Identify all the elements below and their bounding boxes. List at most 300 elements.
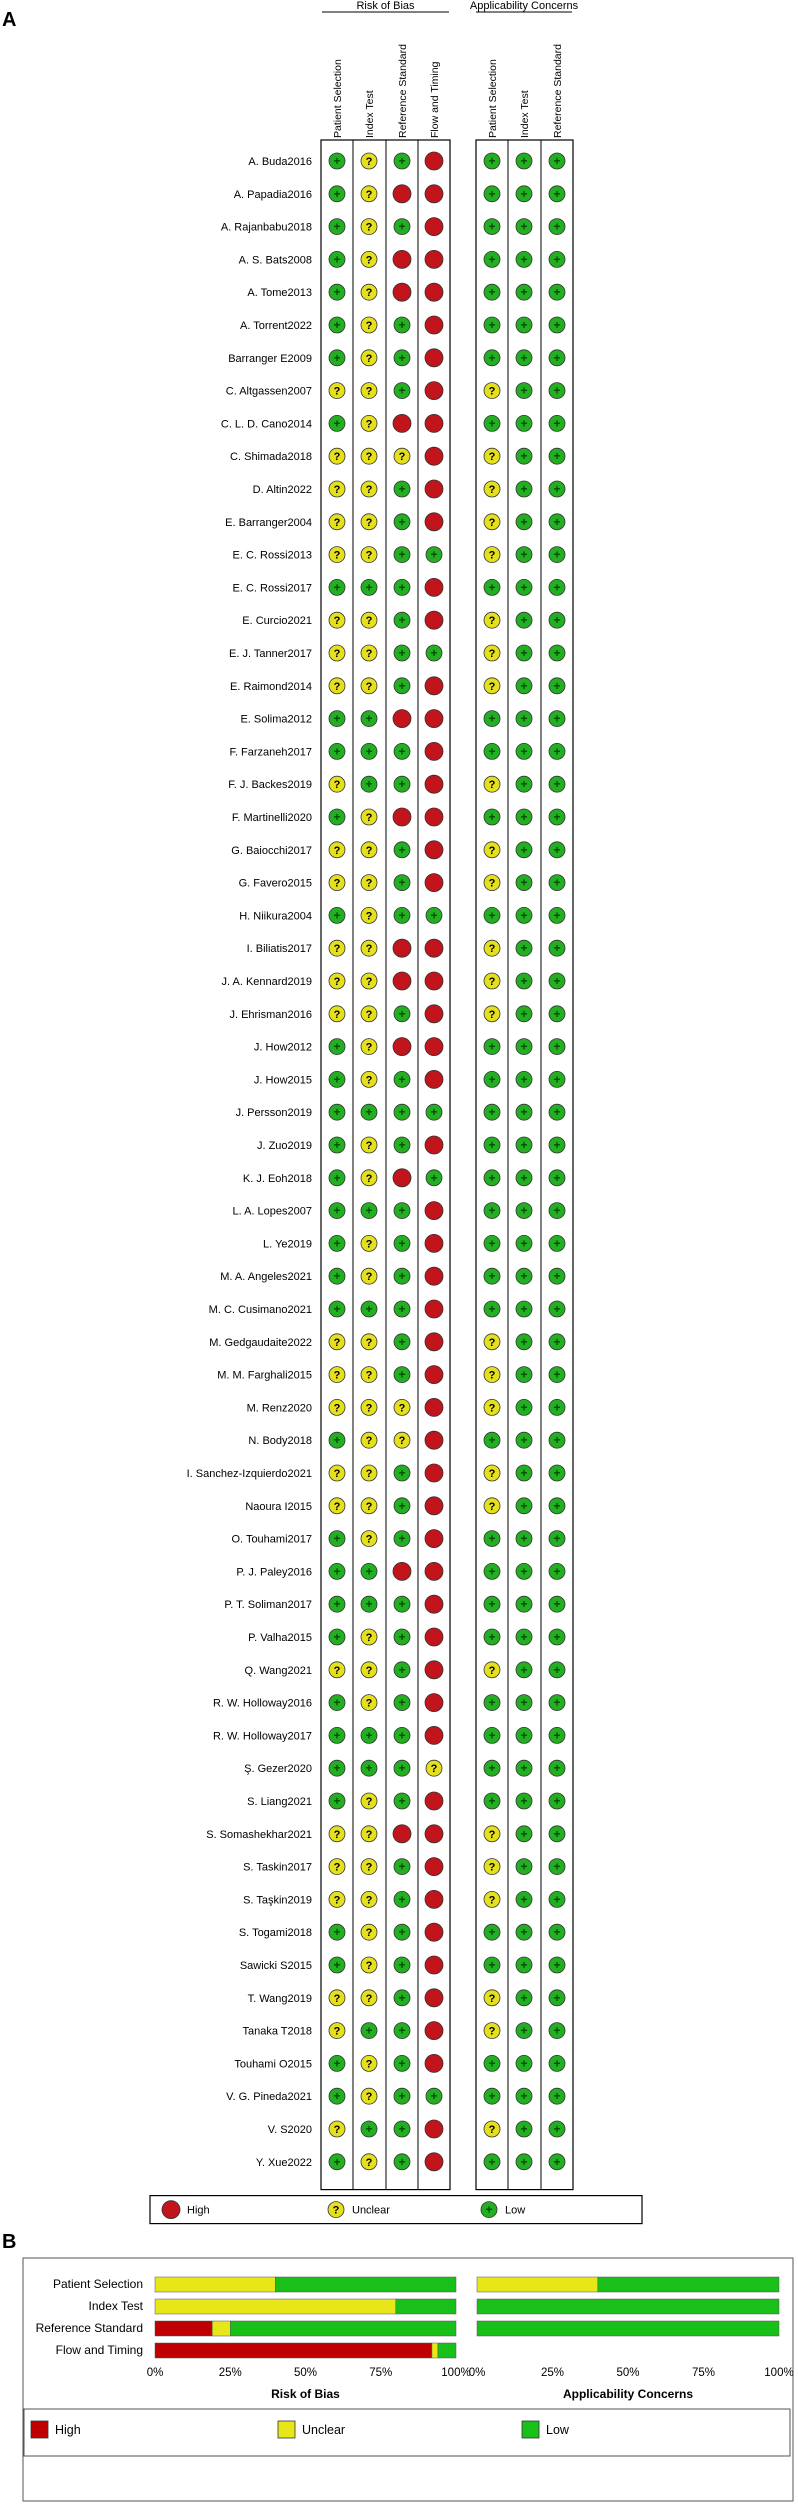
- rob-mark-patient-selection-low: [329, 1531, 345, 1547]
- study-row-barranger-e2009: [228, 349, 565, 367]
- svg-text:+: +: [553, 1695, 561, 1710]
- svg-text:+: +: [398, 875, 406, 890]
- rob-mark-flow-and-timing-high: [425, 972, 443, 990]
- study-name: I. Biliatis2017: [246, 943, 312, 956]
- ac-mark-patient-selection-unclear: [484, 1399, 500, 1415]
- rob-mark-patient-selection-low: [329, 1071, 345, 1087]
- rob-mark-index-test-low: [361, 2023, 377, 2039]
- svg-text:?: ?: [488, 385, 496, 398]
- rob-mark-patient-selection-unclear: [329, 481, 345, 497]
- svg-text:?: ?: [488, 1664, 496, 1677]
- rob-mark-reference-standard-low: [394, 842, 410, 858]
- ac-mark-patient-selection-low: [484, 2055, 500, 2071]
- svg-text:+: +: [488, 1302, 496, 1316]
- svg-text:+: +: [398, 613, 406, 628]
- svg-text:+: +: [553, 1006, 561, 1021]
- svg-text:?: ?: [488, 877, 496, 890]
- bar-flow-and-timing-low: [438, 2343, 456, 2358]
- rob-mark-flow-and-timing-high: [425, 1300, 443, 1318]
- ac-mark-patient-selection-low: [484, 219, 500, 235]
- rob-mark-reference-standard-low: [394, 907, 410, 923]
- svg-text:+: +: [520, 1925, 528, 1940]
- svg-text:?: ?: [365, 844, 373, 857]
- panel-b-frame: [23, 2258, 793, 2501]
- rob-mark-flow-and-timing-high: [425, 1038, 443, 1056]
- svg-text:?: ?: [365, 352, 373, 365]
- rob-mark-index-test-unclear: [361, 973, 377, 989]
- svg-text:+: +: [520, 1400, 528, 1415]
- svg-text:+: +: [333, 318, 341, 332]
- ac-mark-reference-standard-low: [549, 1990, 565, 2006]
- svg-text:+: +: [398, 1990, 406, 2005]
- svg-text:+: +: [488, 580, 496, 595]
- bar-panel-risk-of-bias: [147, 2277, 471, 2401]
- svg-text:+: +: [520, 2056, 528, 2071]
- ac-mark-reference-standard-low: [549, 1432, 565, 1448]
- rob-mark-index-test-low: [361, 1596, 377, 1612]
- svg-text:+: +: [398, 1072, 406, 1087]
- rob-mark-reference-standard-high: [393, 808, 411, 826]
- study-name: P. T. Soliman2017: [224, 1599, 312, 1612]
- svg-text:+: +: [488, 1170, 496, 1185]
- rob-mark-flow-and-timing-high: [425, 1005, 443, 1023]
- rob-mark-flow-and-timing-low: [426, 2088, 442, 2104]
- svg-text:+: +: [553, 1105, 561, 1120]
- panel-b-legend-box: [24, 2409, 790, 2456]
- ac-mark-reference-standard-low: [549, 907, 565, 923]
- svg-text:?: ?: [333, 484, 341, 496]
- svg-text:?: ?: [365, 320, 373, 332]
- svg-text:?: ?: [365, 1074, 373, 1087]
- svg-text:?: ?: [488, 680, 496, 693]
- rob-mark-patient-selection-unclear: [329, 2121, 345, 2137]
- svg-text:?: ?: [365, 976, 373, 988]
- study-name: Ş. Gezer2020: [244, 1763, 312, 1776]
- rob-mark-flow-and-timing-high: [425, 578, 443, 596]
- rob-mark-index-test-unclear: [361, 1498, 377, 1514]
- study-name: E. Raimond2014: [230, 680, 312, 693]
- study-name: F. J. Backes2019: [228, 779, 312, 792]
- svg-text:+: +: [398, 678, 406, 693]
- svg-text:+: +: [398, 1695, 406, 1710]
- study-row-a-tome2013: [247, 283, 565, 301]
- ac-mark-reference-standard-low: [549, 1826, 565, 1842]
- rob-mark-reference-standard-low: [394, 514, 410, 530]
- rob-mark-patient-selection-unclear: [329, 2023, 345, 2039]
- svg-text:+: +: [398, 383, 406, 398]
- rob-mark-reference-standard-high: [393, 414, 411, 432]
- ac-mark-index-test-low: [516, 1170, 532, 1186]
- legend-swatch: [522, 2421, 539, 2438]
- svg-text:+: +: [553, 1236, 561, 1251]
- svg-text:+: +: [553, 744, 561, 759]
- rob-mark-flow-and-timing-low: [426, 547, 442, 563]
- svg-text:+: +: [365, 1564, 373, 1579]
- svg-text:?: ?: [488, 844, 496, 857]
- ac-mark-index-test-low: [516, 907, 532, 923]
- rob-mark-index-test-unclear: [361, 678, 377, 694]
- svg-text:+: +: [553, 1498, 561, 1513]
- ac-mark-index-test-low: [516, 350, 532, 366]
- rob-mark-patient-selection-unclear: [329, 973, 345, 989]
- ac-mark-reference-standard-low: [549, 776, 565, 792]
- rob-mark-index-test-low: [361, 1301, 377, 1317]
- rob-mark-patient-selection-low: [329, 1301, 345, 1317]
- rob-mark-patient-selection-low: [329, 1268, 345, 1284]
- svg-text:?: ?: [365, 188, 373, 201]
- rob-mark-flow-and-timing-high: [425, 939, 443, 957]
- rob-mark-reference-standard-low: [394, 1498, 410, 1514]
- study-row-gezer2020: [244, 1760, 565, 1776]
- svg-text:+: +: [553, 974, 561, 988]
- rob-mark-patient-selection-unclear: [329, 645, 345, 661]
- svg-text:+: +: [365, 1203, 373, 1218]
- rob-mark-patient-selection-unclear: [329, 514, 345, 530]
- legend-label: Low: [546, 2423, 569, 2437]
- ac-mark-reference-standard-low: [549, 875, 565, 891]
- svg-text:+: +: [553, 1630, 561, 1644]
- ac-mark-index-test-low: [516, 1793, 532, 1809]
- svg-text:?: ?: [333, 1336, 341, 1349]
- rob-mark-patient-selection-low: [329, 1924, 345, 1940]
- legend-item-unclear: [328, 2202, 390, 2218]
- svg-text:?: ?: [333, 2025, 341, 2038]
- svg-text:+: +: [520, 547, 528, 562]
- rob-mark-reference-standard-unclear: [394, 1399, 410, 1415]
- svg-text:+: +: [520, 842, 528, 857]
- svg-text:+: +: [398, 350, 406, 365]
- svg-text:?: ?: [333, 549, 341, 562]
- study-name: Barranger E2009: [228, 352, 312, 365]
- rob-mark-index-test-unclear: [361, 383, 377, 399]
- study-row-sawicki-s2015: [240, 1956, 565, 1974]
- svg-text:+: +: [520, 1039, 528, 1054]
- svg-text:+: +: [333, 1203, 341, 1218]
- ac-mark-reference-standard-low: [549, 284, 565, 300]
- ac-mark-index-test-low: [516, 186, 532, 202]
- svg-text:+: +: [520, 383, 528, 398]
- study-name: M. C. Cusimano2021: [208, 1304, 312, 1316]
- rob-mark-index-test-low: [361, 1104, 377, 1120]
- svg-text:+: +: [520, 2023, 528, 2038]
- svg-text:+: +: [553, 1597, 561, 1612]
- rob-mark-reference-standard-high: [393, 710, 411, 728]
- rob-mark-patient-selection-low: [329, 2154, 345, 2170]
- svg-text:+: +: [553, 1138, 561, 1152]
- svg-text:+: +: [430, 1105, 438, 1120]
- ac-mark-reference-standard-low: [549, 448, 565, 464]
- study-row-e-curcio2021: [242, 611, 565, 629]
- study-row-m-a-angeles2021: [220, 1267, 565, 1285]
- svg-text:+: +: [553, 383, 561, 398]
- rob-mark-patient-selection-unclear: [329, 1006, 345, 1022]
- svg-text:?: ?: [488, 1861, 496, 1874]
- svg-text:?: ?: [365, 1172, 373, 1185]
- study-row-e-c-rossi2013: [233, 547, 565, 563]
- rob-mark-patient-selection-unclear: [329, 1891, 345, 1907]
- rob-mark-reference-standard-high: [393, 1038, 411, 1056]
- svg-text:+: +: [553, 908, 561, 923]
- rob-mark-flow-and-timing-high: [425, 1464, 443, 1482]
- study-row-m-m-farghali2015: [217, 1366, 565, 1384]
- ac-mark-reference-standard-low: [549, 1563, 565, 1579]
- rob-mark-flow-and-timing-high: [425, 1956, 443, 1974]
- study-name: J. How2015: [253, 1074, 312, 1087]
- rob-mark-index-test-unclear: [361, 1071, 377, 1087]
- svg-text:+: +: [553, 1400, 561, 1415]
- svg-text:+: +: [365, 1302, 373, 1316]
- rob-mark-reference-standard-low: [394, 1924, 410, 1940]
- svg-text:+: +: [488, 2089, 496, 2104]
- svg-text:+: +: [488, 1958, 496, 1972]
- study-row-s-liang2021: [247, 1792, 565, 1810]
- rob-mark-index-test-unclear: [361, 645, 377, 661]
- rob-mark-reference-standard-high: [393, 1825, 411, 1843]
- svg-text:+: +: [553, 580, 561, 595]
- svg-text:?: ?: [398, 451, 406, 464]
- rob-mark-index-test-unclear: [361, 1235, 377, 1251]
- x-tick-label: 0%: [146, 2367, 164, 2379]
- ac-mark-patient-selection-low: [484, 1301, 500, 1317]
- svg-text:+: +: [430, 646, 438, 660]
- study-name: P. J. Paley2016: [236, 1566, 312, 1579]
- ac-mark-patient-selection-low: [484, 1170, 500, 1186]
- study-row-p-j-paley2016: [236, 1562, 565, 1580]
- ac-mark-patient-selection-low: [484, 1695, 500, 1711]
- svg-text:+: +: [520, 1695, 528, 1710]
- ac-mark-reference-standard-low: [549, 481, 565, 497]
- svg-text:+: +: [520, 646, 528, 660]
- risk-of-bias-graph: [23, 2258, 794, 2501]
- svg-text:?: ?: [365, 1140, 373, 1152]
- ac-mark-patient-selection-unclear: [484, 1891, 500, 1907]
- study-row-y-xue2022: [256, 2153, 565, 2171]
- rob-mark-patient-selection-low: [329, 711, 345, 727]
- svg-text:+: +: [520, 1662, 528, 1677]
- rob-mark-index-test-low: [361, 1563, 377, 1579]
- rob-mark-index-test-unclear: [361, 514, 377, 530]
- rob-mark-patient-selection-low: [329, 809, 345, 825]
- ac-mark-reference-standard-low: [549, 612, 565, 628]
- ac-mark-patient-selection-unclear: [484, 1498, 500, 1514]
- study-row-s-togami2018: [239, 1923, 565, 1941]
- svg-text:?: ?: [365, 1960, 373, 1972]
- study-row-l-ye2019: [263, 1234, 565, 1252]
- rob-mark-patient-selection-low: [329, 284, 345, 300]
- rob-mark-patient-selection-low: [329, 1760, 345, 1776]
- rob-mark-reference-standard-low: [394, 1531, 410, 1547]
- study-name: V. S2020: [267, 2124, 312, 2136]
- rob-mark-index-test-unclear: [361, 1170, 377, 1186]
- ac-mark-patient-selection-unclear: [484, 481, 500, 497]
- rob-mark-patient-selection-low: [329, 1235, 345, 1251]
- svg-text:+: +: [520, 613, 528, 628]
- x-tick-label: 100%: [764, 2367, 794, 2379]
- ac-mark-index-test-low: [516, 1924, 532, 1940]
- svg-text:?: ?: [488, 1369, 496, 1382]
- svg-text:+: +: [398, 1531, 406, 1546]
- svg-text:+: +: [333, 1072, 341, 1087]
- ac-mark-patient-selection-low: [484, 186, 500, 202]
- x-tick-label: 50%: [293, 2367, 318, 2379]
- rob-mark-flow-and-timing-high: [425, 513, 443, 531]
- rob-mark-flow-and-timing-high: [425, 2120, 443, 2138]
- study-name: A. Tome2013: [247, 287, 312, 300]
- ac-mark-reference-standard-low: [549, 809, 565, 825]
- rob-mark-index-test-low: [361, 711, 377, 727]
- svg-text:+: +: [398, 1728, 406, 1743]
- svg-text:+: +: [520, 1859, 528, 1874]
- ac-mark-patient-selection-low: [484, 2154, 500, 2170]
- ac-mark-index-test-low: [516, 2154, 532, 2170]
- rob-mark-patient-selection-unclear: [329, 842, 345, 858]
- svg-text:+: +: [333, 1794, 341, 1808]
- rob-mark-index-test-unclear: [361, 219, 377, 235]
- legend-swatch: [31, 2421, 48, 2438]
- study-row-g-favero2015: [239, 874, 565, 892]
- rob-mark-flow-and-timing-high: [425, 1070, 443, 1088]
- svg-text:?: ?: [365, 1238, 373, 1251]
- svg-text:+: +: [333, 1039, 341, 1054]
- ac-mark-index-test-low: [516, 1826, 532, 1842]
- svg-text:+: +: [333, 1433, 341, 1448]
- study-name: J. Ehrisman2016: [229, 1008, 312, 1021]
- svg-text:+: +: [333, 1925, 341, 1940]
- study-row-j-zuo2019: [257, 1136, 565, 1154]
- rob-mark-patient-selection-unclear: [329, 776, 345, 792]
- svg-text:+: +: [488, 1105, 496, 1120]
- rob-mark-patient-selection-low: [329, 1695, 345, 1711]
- svg-text:+: +: [520, 1761, 528, 1776]
- svg-text:+: +: [485, 2202, 493, 2217]
- rob-mark-flow-and-timing-high: [425, 1562, 443, 1580]
- rob-mark-patient-selection-low: [329, 1563, 345, 1579]
- svg-text:+: +: [520, 1269, 528, 1284]
- ac-mark-patient-selection-unclear: [484, 1826, 500, 1842]
- svg-text:?: ?: [488, 1402, 496, 1415]
- svg-text:+: +: [398, 482, 406, 496]
- svg-text:+: +: [553, 514, 561, 529]
- svg-text:?: ?: [398, 1402, 406, 1415]
- study-name: G. Favero2015: [238, 877, 312, 890]
- svg-text:+: +: [333, 1269, 341, 1284]
- svg-text:+: +: [365, 2023, 373, 2038]
- ac-mark-reference-standard-low: [549, 1891, 565, 1907]
- ac-mark-index-test-low: [516, 1531, 532, 1547]
- rob-mark-patient-selection-low: [329, 1957, 345, 1973]
- ac-mark-patient-selection-low: [484, 809, 500, 825]
- x-tick-label: 25%: [540, 2367, 565, 2379]
- bar-index-test-low: [396, 2299, 456, 2314]
- rob-mark-index-test-unclear: [361, 1137, 377, 1153]
- bar-reference-standard-low: [477, 2321, 779, 2336]
- study-name: I. Sanchez-Izquierdo2021: [186, 1468, 312, 1480]
- study-row-a-rajanbabu2018: [221, 218, 565, 236]
- study-row-q-wang2021: [245, 1661, 565, 1679]
- svg-text:?: ?: [333, 779, 341, 792]
- ac-mark-index-test-low: [516, 1990, 532, 2006]
- ac-mark-patient-selection-low: [484, 251, 500, 267]
- rob-mark-flow-and-timing-low: [426, 1104, 442, 1120]
- svg-text:?: ?: [488, 1500, 496, 1513]
- rob-mark-index-test-unclear: [361, 251, 377, 267]
- rob-mark-patient-selection-unclear: [329, 383, 345, 399]
- rob-mark-flow-and-timing-high: [425, 1366, 443, 1384]
- rob-mark-reference-standard-low: [394, 1859, 410, 1875]
- svg-text:?: ?: [365, 1796, 373, 1808]
- rob-mark-flow-and-timing-high: [425, 1694, 443, 1712]
- ac-mark-patient-selection-low: [484, 1039, 500, 1055]
- ac-mark-patient-selection-low: [484, 1531, 500, 1547]
- svg-text:+: +: [553, 1728, 561, 1743]
- rob-mark-flow-and-timing-high: [425, 414, 443, 432]
- svg-text:?: ?: [488, 1008, 496, 1021]
- svg-text:?: ?: [365, 1468, 373, 1480]
- rob-mark-patient-selection-low: [329, 2055, 345, 2071]
- ac-mark-reference-standard-low: [549, 547, 565, 563]
- rob-mark-index-test-unclear: [361, 1432, 377, 1448]
- svg-text:+: +: [398, 1105, 406, 1120]
- study-name: S. Taskin2017: [243, 1861, 312, 1874]
- svg-text:?: ?: [365, 1828, 373, 1841]
- svg-text:+: +: [553, 1269, 561, 1284]
- study-name: R. W. Holloway2017: [212, 1730, 312, 1743]
- svg-text:?: ?: [365, 1008, 373, 1021]
- svg-text:+: +: [553, 547, 561, 562]
- rob-mark-index-test-unclear: [361, 1793, 377, 1809]
- svg-text:+: +: [430, 547, 438, 562]
- ac-mark-reference-standard-low: [549, 1235, 565, 1251]
- ac-mark-reference-standard-low: [549, 678, 565, 694]
- svg-text:+: +: [398, 1498, 406, 1513]
- ac-mark-index-test-low: [516, 448, 532, 464]
- study-name: N. Body2018: [248, 1435, 312, 1448]
- svg-text:?: ?: [333, 1468, 341, 1480]
- svg-text:+: +: [553, 842, 561, 857]
- svg-text:+: +: [553, 1958, 561, 1972]
- svg-text:?: ?: [488, 549, 496, 562]
- rob-mark-flow-and-timing-high: [425, 218, 443, 236]
- rob-mark-patient-selection-low: [329, 415, 345, 431]
- svg-text:+: +: [553, 1072, 561, 1087]
- ac-mark-reference-standard-low: [549, 1727, 565, 1743]
- svg-text:+: +: [398, 2023, 406, 2038]
- ac-mark-index-test-low: [516, 678, 532, 694]
- bar-patient-selection-low: [275, 2277, 456, 2292]
- ac-mark-reference-standard-low: [549, 514, 565, 530]
- ac-mark-index-test-low: [516, 776, 532, 792]
- study-name: A. S. Bats2008: [238, 254, 312, 267]
- rob-mark-index-test-unclear: [361, 1531, 377, 1547]
- study-name: P. Valha2015: [248, 1632, 312, 1644]
- ac-mark-index-test-low: [516, 1859, 532, 1875]
- svg-text:?: ?: [430, 1763, 438, 1776]
- svg-text:+: +: [520, 1990, 528, 2005]
- ac-mark-patient-selection-low: [484, 907, 500, 923]
- study-name: Naoura I2015: [245, 1500, 312, 1513]
- svg-text:+: +: [520, 974, 528, 988]
- study-row-j-persson2019: [236, 1104, 565, 1120]
- svg-text:?: ?: [365, 549, 373, 562]
- svg-text:+: +: [488, 1531, 496, 1546]
- rob-mark-index-test-unclear: [361, 875, 377, 891]
- svg-text:?: ?: [333, 648, 341, 660]
- svg-text:?: ?: [333, 1402, 341, 1415]
- svg-text:+: +: [488, 1925, 496, 1940]
- study-name: M. A. Angeles2021: [220, 1271, 312, 1284]
- svg-text:+: +: [333, 186, 341, 201]
- svg-text:?: ?: [488, 943, 496, 956]
